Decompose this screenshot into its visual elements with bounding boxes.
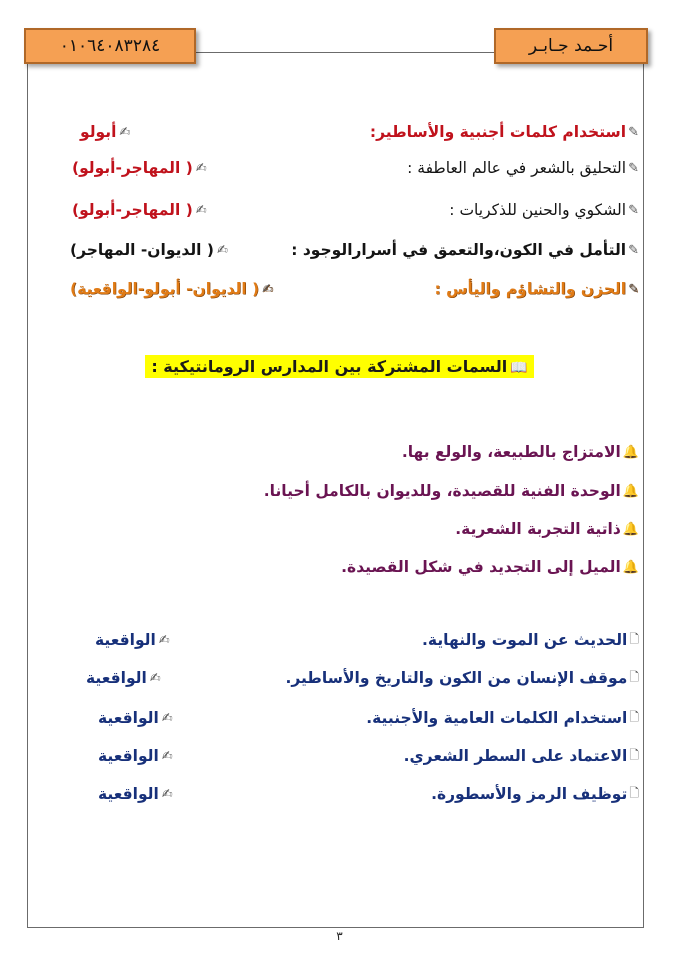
pencil-icon: ✎ [628, 281, 639, 297]
common-traits-heading [145, 355, 533, 378]
page-number: ٣ [336, 929, 343, 943]
topic-text: التأمل في الكون،والتعمق في أسرارالوجود : [291, 241, 627, 259]
phone-number-label: ٠١٠٦٤٠٨٣٢٨٤ [24, 28, 196, 64]
realism-item [40, 742, 639, 770]
document-icon: 🗋 [629, 669, 639, 684]
bell-icon: 🔔 [622, 444, 639, 460]
realism-tag [95, 631, 170, 649]
topic-row-3 [40, 196, 639, 224]
common-traits-heading-text: السمات المشتركة بين المدارس الرومانتيكية : [151, 357, 508, 376]
writing-hand-icon: ✍ [195, 160, 207, 176]
author-name-label: أحـمد جـابـر [494, 28, 648, 64]
topic-row-4 [40, 236, 639, 264]
open-book-icon: 📖 [510, 360, 528, 376]
writing-hand-icon: ✍ [195, 202, 207, 218]
topic-row-5 [40, 275, 639, 303]
common-trait-text: الميل إلى التجديد في شكل القصيدة. [341, 558, 621, 576]
topic-tag-text: أبولو [80, 123, 117, 141]
realism-item-text: موقف الإنسان من الكون والتاريخ والأساطير. [285, 669, 628, 687]
topic-tag [72, 159, 207, 177]
topic-tag [72, 201, 207, 219]
common-trait-text: الامتزاج بالطبيعة، والولع بها. [401, 443, 621, 461]
realism-tag-text: الواقعية [98, 709, 159, 727]
realism-item-text: الحديث عن الموت والنهاية. [422, 631, 628, 649]
realism-item [40, 780, 639, 808]
topic-tag-text: ( المهاجر-أبولو) [72, 159, 193, 177]
topic-text: الشكوي والحنين للذكريات : [449, 201, 627, 219]
topic-text: التحليق بالشعر في عالم العاطفة : [407, 159, 627, 177]
bell-icon: 🔔 [622, 559, 639, 575]
realism-tag [98, 709, 173, 727]
topic-text: الحزن والتشاؤم واليأس : [434, 280, 627, 298]
writing-hand-icon: ✍ [161, 748, 173, 764]
realism-tag [98, 747, 173, 765]
document-icon: 🗋 [629, 631, 639, 646]
realism-item-text: توظيف الرمز والأسطورة. [431, 785, 628, 803]
topic-text: استخدام كلمات أجنبية والأساطير: [369, 123, 627, 141]
realism-item-text: الاعتماد على السطر الشعري. [403, 747, 628, 765]
topic-tag [80, 123, 130, 141]
realism-item [40, 704, 639, 732]
topic-tag-text: ( المهاجر-أبولو) [72, 201, 193, 219]
realism-tag-text: الواقعية [98, 747, 159, 765]
topic-tag [70, 280, 273, 298]
pencil-icon: ✎ [628, 160, 639, 176]
document-icon: 🗋 [629, 785, 639, 800]
realism-tag-text: الواقعية [95, 631, 156, 649]
common-trait-item [40, 515, 639, 543]
document-icon: 🗋 [629, 747, 639, 762]
common-trait-item [40, 553, 639, 581]
pencil-icon: ✎ [628, 242, 639, 258]
topic-tag [70, 241, 228, 259]
realism-item-text: استخدام الكلمات العامية والأجنبية. [366, 709, 628, 727]
common-traits-heading-wrap [0, 355, 679, 378]
common-trait-item [40, 477, 639, 505]
realism-item [40, 626, 639, 654]
bell-icon: 🔔 [622, 483, 639, 499]
realism-tag [98, 785, 173, 803]
document-icon: 🗋 [629, 709, 639, 724]
common-trait-text: ذاتية التجربة الشعرية. [455, 520, 621, 538]
topic-tag-text: ( الديوان- أبولو-الواقعية) [70, 280, 260, 298]
topic-row-1 [40, 118, 639, 146]
realism-tag-text: الواقعية [86, 669, 147, 687]
realism-tag-text: الواقعية [98, 785, 159, 803]
realism-item [40, 664, 639, 692]
writing-hand-icon: ✍ [158, 632, 170, 648]
writing-hand-icon: ✍ [119, 124, 131, 140]
pencil-icon: ✎ [628, 202, 639, 218]
writing-hand-icon: ✍ [161, 786, 173, 802]
writing-hand-icon: ✍ [216, 242, 228, 258]
pencil-icon: ✎ [628, 124, 639, 140]
topic-tag-text: ( الديوان- المهاجر) [70, 241, 214, 259]
topic-row-2 [40, 154, 639, 182]
bell-icon: 🔔 [622, 521, 639, 537]
writing-hand-icon: ✍ [262, 281, 274, 297]
common-trait-item [40, 438, 639, 466]
writing-hand-icon: ✍ [161, 710, 173, 726]
common-trait-text: الوحدة الفنية للقصيدة، وللديوان بالكامل أحيانا. [263, 482, 621, 500]
realism-tag [86, 669, 161, 687]
writing-hand-icon: ✍ [149, 670, 161, 686]
